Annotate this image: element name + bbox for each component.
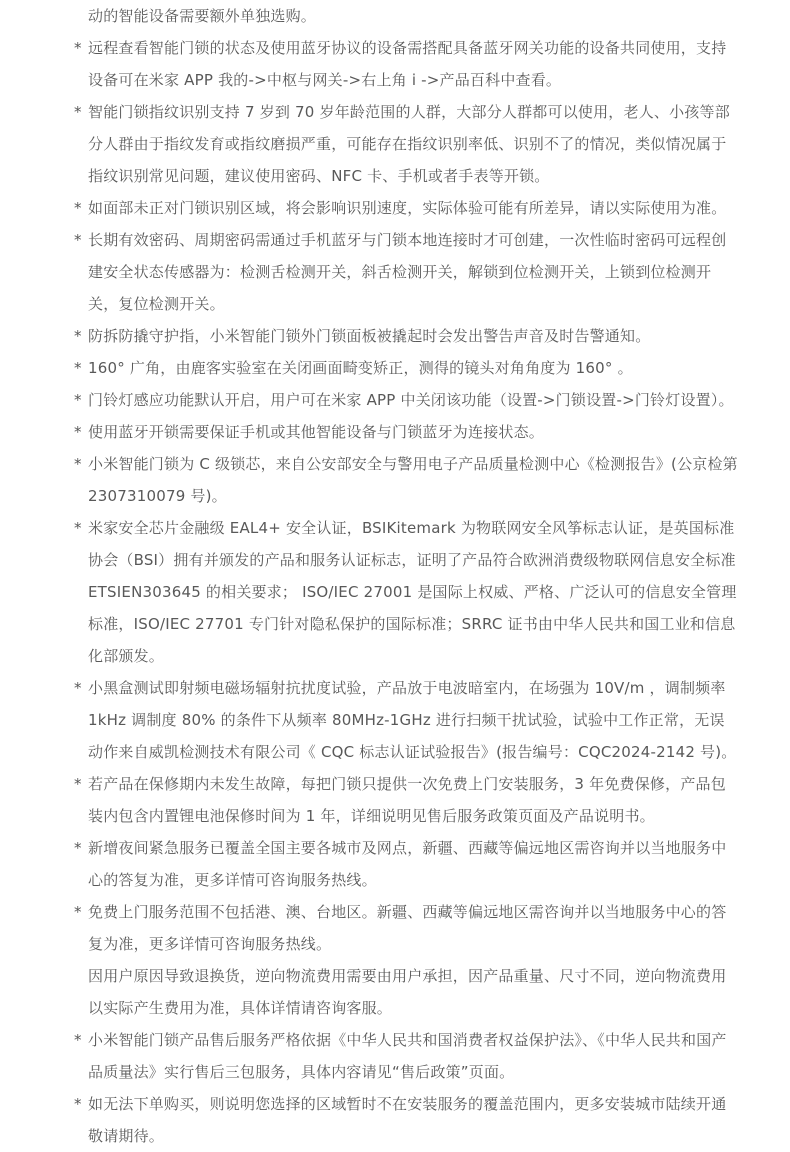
note-text bbox=[88, 32, 738, 96]
note-paragraph: 免费上门服务范围不包括港、澳、台地区。新疆、西藏等偏远地区需咨询并以当地服务中心的答复为准，更多详情可咨询服务热线。 bbox=[88, 903, 727, 953]
note-text bbox=[88, 192, 738, 224]
bullet-icon: * bbox=[74, 839, 82, 857]
bullet-icon: * bbox=[74, 327, 82, 345]
note-text bbox=[88, 384, 738, 416]
note-item bbox=[74, 1088, 738, 1152]
note-paragraph: 小黑盒测试即射频电磁场辐射抗扰度试验，产品放于电波暗室内，在场强为 10V/m ，调制频率 1kHz 调制度 80% 的条件下从频率 80MHz-1GHz 进行扫频干扰试验，试验中工作正常，无误动作来自威凯检测技术有限公司《 CQC 标志认证试验报告》(报告编号：CQC2024-2142 号)。 bbox=[88, 679, 737, 761]
bullet-icon: * bbox=[74, 775, 82, 793]
note-paragraph: 防拆防撬守护指，小米智能门锁外门锁面板被撬起时会发出警告声音及时告警通知。 bbox=[88, 327, 651, 345]
note-paragraph: 使用蓝牙开锁需要保证手机或其他智能设备与门锁蓝牙为连接状态。 bbox=[88, 423, 545, 441]
note-item bbox=[74, 512, 738, 672]
note-item bbox=[74, 384, 738, 416]
bullet-icon: * bbox=[74, 423, 82, 441]
note-paragraph: 长期有效密码、周期密码需通过手机蓝牙与门锁本地连接时才可创建，一次性临时密码可远程创建安全状态传感器为：检测舌检测开关，斜舌检测开关，解锁到位检测开关，上锁到位检测开关，复位检测开关。 bbox=[88, 231, 727, 313]
note-paragraph: 动的智能设备需要额外单独选购。 bbox=[88, 7, 317, 25]
note-text bbox=[88, 320, 738, 352]
note-item bbox=[74, 32, 738, 96]
note-text bbox=[88, 1024, 738, 1088]
note-text bbox=[88, 896, 738, 1024]
note-text bbox=[88, 512, 738, 672]
note-text bbox=[88, 1088, 738, 1152]
bullet-icon: * bbox=[74, 519, 82, 537]
note-item bbox=[74, 896, 738, 1024]
note-text bbox=[88, 0, 738, 32]
bullet-icon: * bbox=[74, 679, 82, 697]
bullet-icon: * bbox=[74, 903, 82, 921]
note-text bbox=[88, 416, 738, 448]
note-paragraph: 智能门锁指纹识别支持 7 岁到 70 岁年龄范围的人群，大部分人群都可以使用，老人、小孩等部分人群由于指纹发育或指纹磨损严重，可能存在指纹识别率低、识别不了的情况，类似情况属于指纹识别常见问题，建议使用密码、NFC 卡、手机或者手表等开锁。 bbox=[88, 103, 730, 185]
note-item bbox=[74, 192, 738, 224]
note-item bbox=[74, 416, 738, 448]
note-text bbox=[88, 768, 738, 832]
note-item bbox=[74, 832, 738, 896]
note-item bbox=[74, 672, 738, 768]
note-text bbox=[88, 672, 738, 768]
note-paragraph: 米家安全芯片金融级 EAL4+ 安全认证，BSIKitemark 为物联网安全风筝标志认证，是英国标准协会（BSI）拥有并颁发的产品和服务认证标志，证明了产品符合欧洲消费级物联网信息安全标准 ETSIEN303645 的相关要求； ISO/IEC 27001 是国际上权威、严格、广泛认可的信息安全管理标准，ISO/IEC 27701 专门针对隐私保护的国际标准；SRRC 证书由中华人民共和国工业和信息化部颁发。 bbox=[88, 519, 737, 665]
note-text bbox=[88, 96, 738, 192]
note-text bbox=[88, 352, 738, 384]
note-text bbox=[88, 224, 738, 320]
note-paragraph: 因用户原因导致退换货，逆向物流费用需要由用户承担，因产品重量、尺寸不同，逆向物流费用以实际产生费用为准，具体详情请咨询客服。 bbox=[88, 967, 727, 1017]
note-paragraph: 门铃灯感应功能默认开启，用户可在米家 APP 中关闭该功能（设置->门锁设置->门铃灯设置）。 bbox=[88, 391, 734, 409]
bullet-icon: * bbox=[74, 391, 82, 409]
note-paragraph: 小米智能门锁产品售后服务严格依据《中华人民共和国消费者权益保护法》、《中华人民共和国产品质量法》实行售后三包服务，具体内容请见“售后政策”页面。 bbox=[88, 1031, 727, 1081]
note-item bbox=[74, 352, 738, 384]
bullet-icon: * bbox=[74, 39, 82, 57]
note-paragraph: 新增夜间紧急服务已覆盖全国主要各城市及网点，新疆、西藏等偏远地区需咨询并以当地服务中心的答复为准，更多详情可咨询服务热线。 bbox=[88, 839, 727, 889]
note-item bbox=[74, 1024, 738, 1088]
bullet-icon: * bbox=[74, 103, 82, 121]
note-text bbox=[88, 448, 738, 512]
bullet-icon: * bbox=[74, 1095, 82, 1113]
bullet-icon: * bbox=[74, 359, 82, 377]
note-paragraph: 160° 广角，由鹿客实验室在关闭画面畸变矫正，测得的镜头对角角度为 160° 。 bbox=[88, 359, 633, 377]
bullet-icon: * bbox=[74, 231, 82, 249]
note-paragraph: 远程查看智能门锁的状态及使用蓝牙协议的设备需搭配具备蓝牙网关功能的设备共同使用，支持设备可在米家 APP 我的->中枢与网关->右上角 i ->产品百科中查看。 bbox=[88, 39, 727, 89]
note-item bbox=[74, 224, 738, 320]
note-item bbox=[74, 768, 738, 832]
note-paragraph: 小米智能门锁为 C 级锁芯，来自公安部安全与警用电子产品质量检测中心《检测报告》(公京检第 2307310079 号)。 bbox=[88, 455, 738, 505]
note-item bbox=[74, 320, 738, 352]
note-paragraph: 若产品在保修期内未发生故障，每把门锁只提供一次免费上门安装服务，3 年免费保修，产品包装内包含内置锂电池保修时间为 1 年，详细说明见售后服务政策页面及产品说明书。 bbox=[88, 775, 726, 825]
note-item bbox=[74, 0, 738, 32]
bullet-icon: * bbox=[74, 455, 82, 473]
note-item bbox=[74, 96, 738, 192]
bullet-icon: * bbox=[74, 199, 82, 217]
note-text bbox=[88, 832, 738, 896]
bullet-icon: * bbox=[74, 1031, 82, 1049]
note-paragraph: 如无法下单购买，则说明您选择的区域暂时不在安装服务的覆盖范围内，更多安装城市陆续开通敬请期待。 bbox=[88, 1095, 727, 1145]
note-item bbox=[74, 448, 738, 512]
note-paragraph: 如面部未正对门锁识别区域，将会影响识别速度，实际体验可能有所差异，请以实际使用为准。 bbox=[88, 199, 727, 217]
